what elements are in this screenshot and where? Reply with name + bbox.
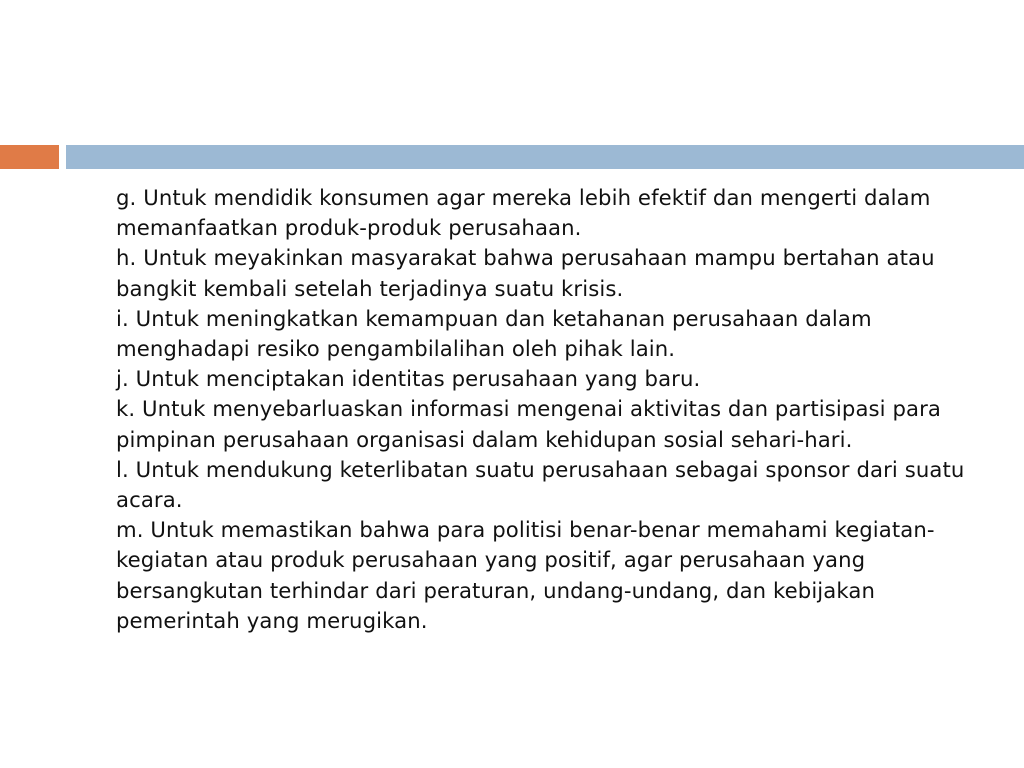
item-j: j. Untuk menciptakan identitas perusahaan yang baru. (116, 366, 701, 392)
item-g: g. Untuk mendidik konsumen agar mereka lebih efektif dan mengerti dalam memanfaatkan produk-produk perusahaan. (116, 185, 931, 241)
accent-bar-orange (0, 145, 59, 169)
accent-bar-blue (66, 145, 1024, 169)
item-l: l. Untuk mendukung keterlibatan suatu perusahaan sebagai sponsor dari suatu acara. (116, 456, 965, 513)
item-i: i. Untuk meningkatkan kemampuan dan ketahanan perusahaan dalam menghadapi resiko pengambilalihan oleh pihak lain. (116, 305, 872, 362)
item-k: k. Untuk menyebarluaskan informasi mengenai aktivitas dan partisipasi para pimpinan perusahaan organisasi dalam kehidupan sosial sehari-hari. (116, 396, 942, 452)
item-m: m. Untuk memastikan bahwa para politisi benar-benar memahami kegiatan-kegiatan atau produk perusahaan yang positif, agar perusahaan yang bersangkutan terhindar dari peraturan, undang-undang, dan kebijakan pemerintah yang merugikan. (116, 517, 935, 633)
slide-body-text (116, 183, 986, 636)
item-h: h. Untuk meyakinkan masyarakat bahwa perusahaan mampu bertahan atau bangkit kembali setelah terjadinya suatu krisis. (116, 245, 935, 301)
